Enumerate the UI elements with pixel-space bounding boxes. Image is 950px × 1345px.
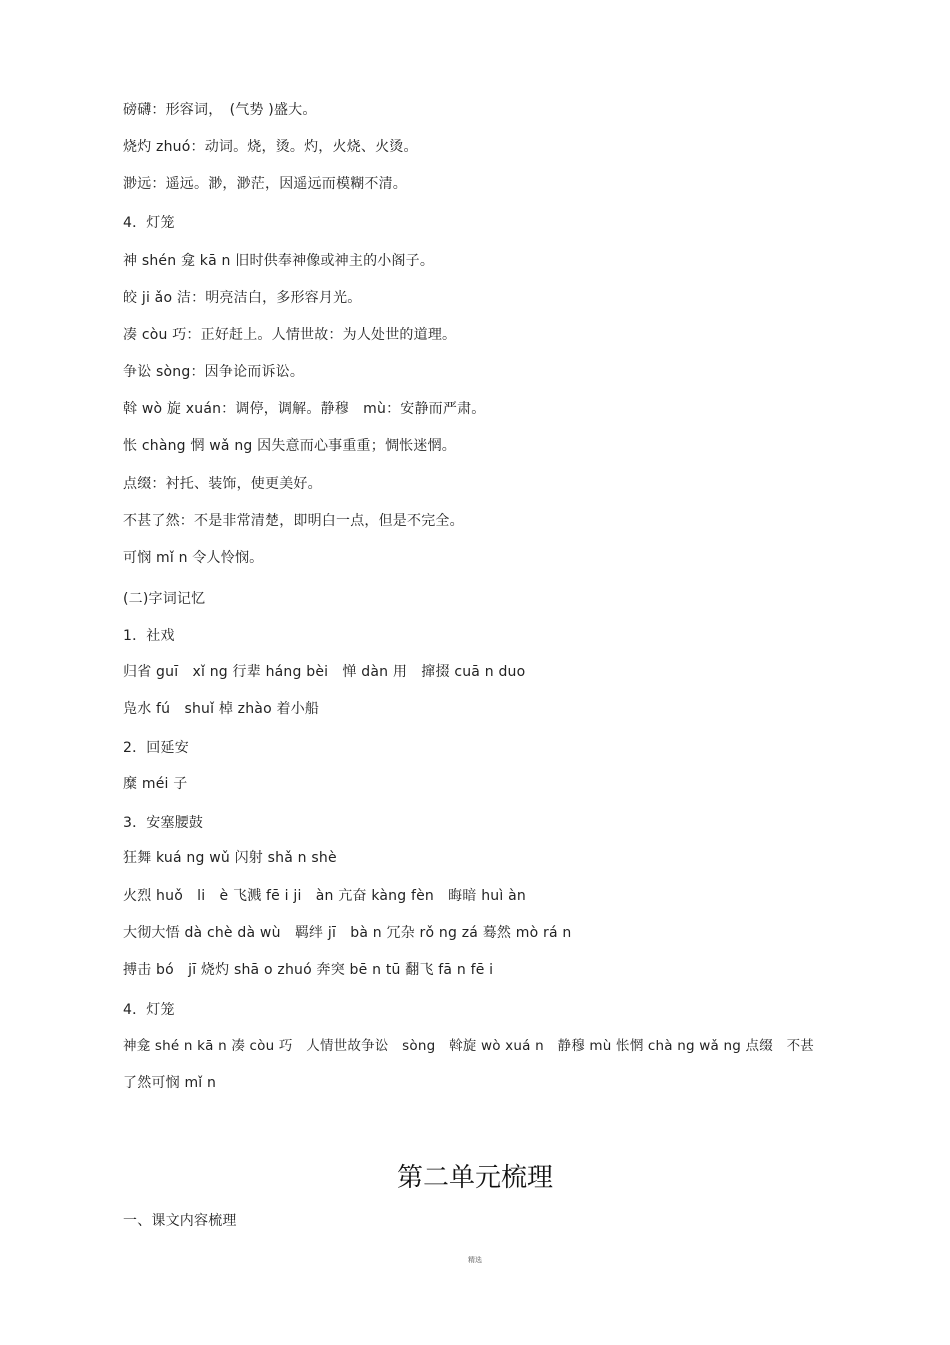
text-line: 了然可悯 mǐ n bbox=[123, 1075, 217, 1091]
text-line: 火烈 huǒ li è 飞溅 fē i ji àn 亢奋 kàng fèn 晦暗 huì àn bbox=[123, 888, 526, 904]
text-line: 神龛 shé n kā n 凑 còu 巧 人情世故争讼 sòng 斡旋 wò xuá n 静穆 mù 怅惘 chà ng wǎ ng 点缀 不甚 bbox=[123, 1038, 815, 1054]
text-line: 斡 wò 旋 xuán：调停，调解。静穆 mù：安静而严肃。 bbox=[123, 401, 486, 417]
text-line: 烧灼 zhuó：动词。烧，烫。灼，火烧、火烫。 bbox=[123, 139, 418, 155]
text-line: 争讼 sòng：因争论而诉讼。 bbox=[123, 364, 305, 380]
text-line: 不甚了然：不是非常清楚，即明白一点，但是不完全。 bbox=[123, 513, 464, 529]
section-heading: 1．社戏 bbox=[123, 628, 175, 644]
text-line: 凑 còu 巧：正好赶上。人情世故：为人处世的道理。 bbox=[123, 327, 457, 343]
text-line: 搏击 bó jī 烧灼 shā o zhuó 奔突 bē n tū 翻飞 fā n fē i bbox=[123, 962, 494, 978]
text-line: 皎 ji ǎo 洁：明亮洁白，多形容月光。 bbox=[123, 290, 362, 306]
text-line: 可悯 mǐ n 令人怜悯。 bbox=[123, 550, 264, 566]
text-line: 渺远：遥远。渺，渺茫，因遥远而模糊不清。 bbox=[123, 176, 407, 192]
footer-label: 精选 bbox=[468, 1256, 482, 1264]
section-heading: (二)字词记忆 bbox=[123, 591, 206, 607]
text-line: 怅 chàng 惘 wǎ ng 因失意而心事重重；惆怅迷惘。 bbox=[123, 438, 456, 454]
page-title: 第二单元梳理 bbox=[396, 1163, 553, 1193]
section-heading: 4．灯笼 bbox=[123, 215, 175, 231]
text-line: 神 shén 龛 kā n 旧时供奉神像或神主的小阁子。 bbox=[123, 253, 435, 269]
text-line: 糜 méi 子 bbox=[123, 776, 188, 792]
text-line: 大彻大悟 dà chè dà wù 羁绊 jī bà n 冗杂 rǒ ng zá 蓦然 mò rá n bbox=[123, 925, 572, 941]
section-heading: 3．安塞腰鼓 bbox=[123, 815, 204, 831]
section-heading: 2．回延安 bbox=[123, 740, 189, 756]
text-line: 磅礴：形容词， (气势 )盛大。 bbox=[123, 102, 317, 118]
text-line: 归省 guī xǐ ng 行辈 háng bèi 惮 dàn 用 撺掇 cuā n duo bbox=[123, 664, 526, 680]
subheading: 一、课文内容梳理 bbox=[123, 1213, 237, 1229]
text-line: 点缀：衬托、装饰，使更美好。 bbox=[123, 476, 322, 492]
section-heading: 4．灯笼 bbox=[123, 1002, 175, 1018]
text-line: 狂舞 kuá ng wǔ 闪射 shǎ n shè bbox=[123, 850, 337, 866]
text-line: 凫水 fú shuǐ 棹 zhào 着小船 bbox=[123, 701, 320, 717]
